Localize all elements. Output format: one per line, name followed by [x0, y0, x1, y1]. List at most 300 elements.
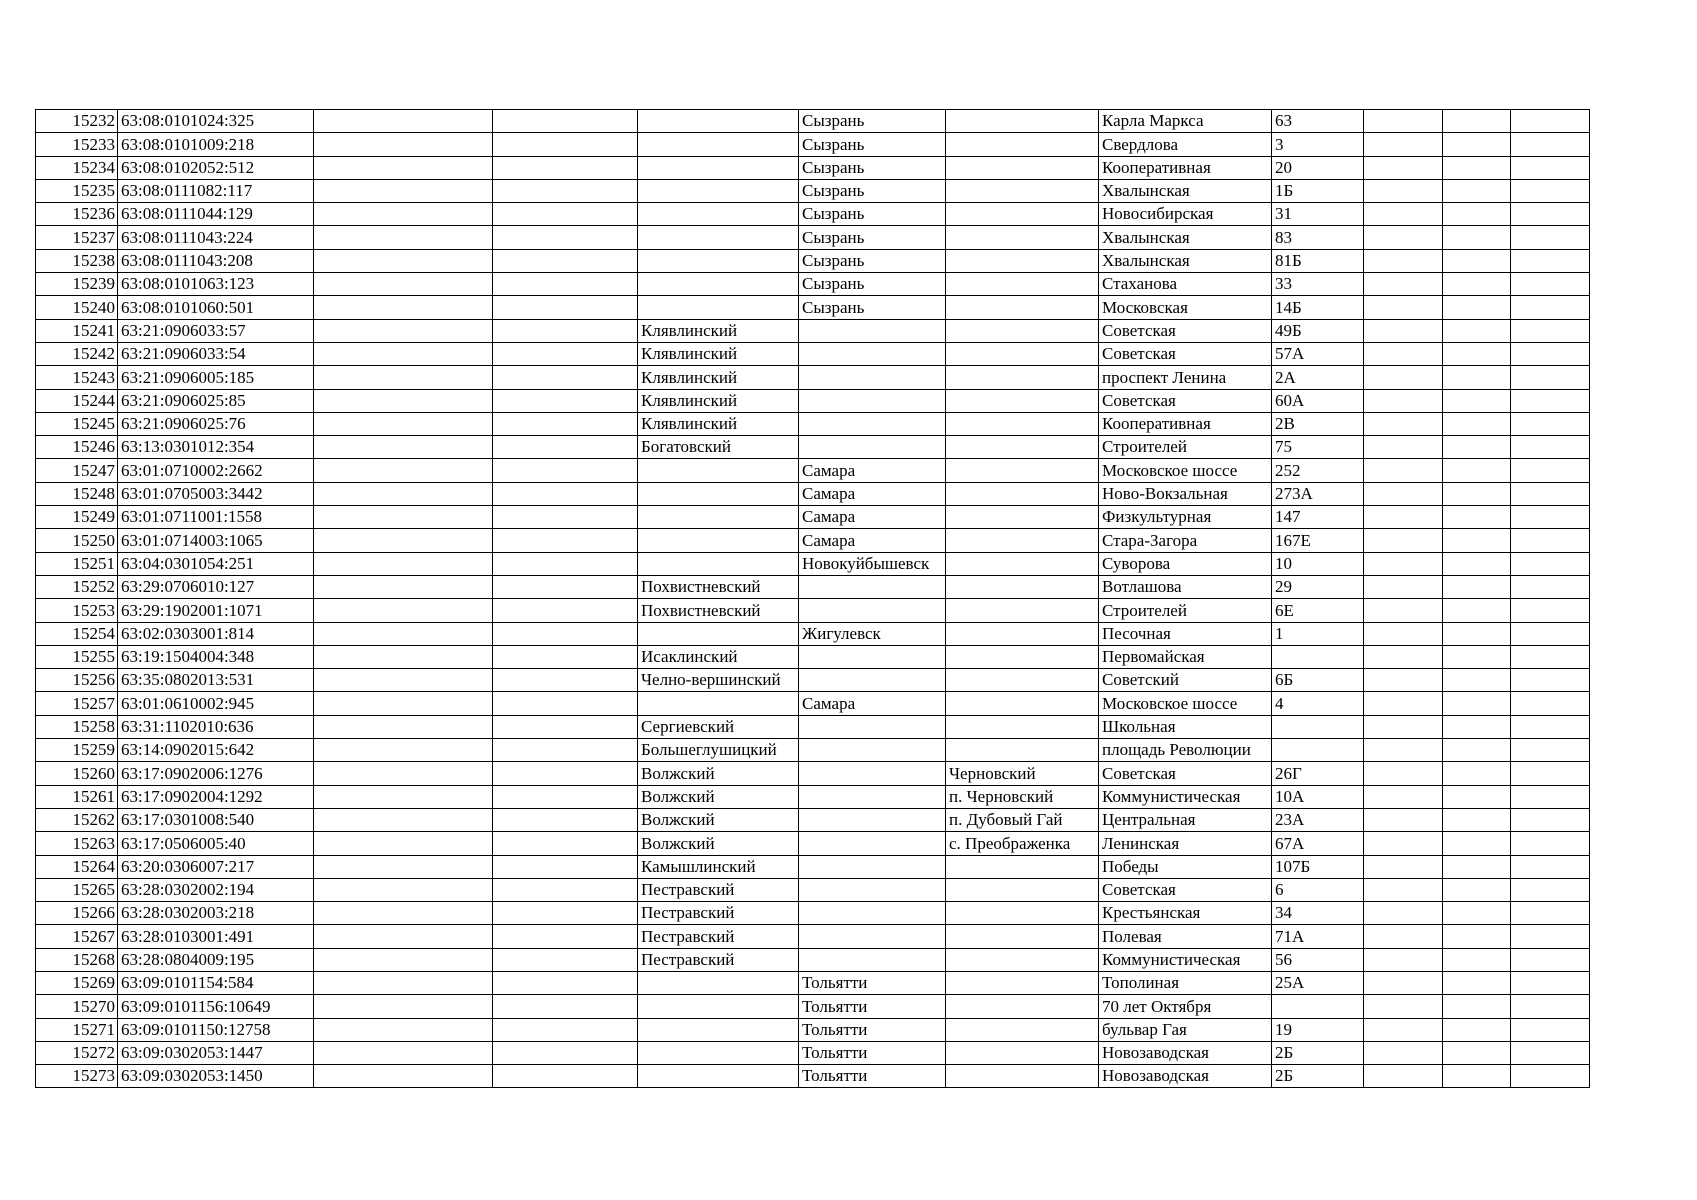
cell-col-empty-1	[314, 389, 493, 412]
cell-street: Кооперативная	[1099, 412, 1272, 435]
cell-street: Коммунистическая	[1099, 948, 1272, 971]
cell-col-empty-3	[1364, 319, 1443, 342]
cell-col-empty-5	[1511, 249, 1590, 272]
cell-col-empty-2	[493, 622, 638, 645]
cell-street: Московское шоссе	[1099, 459, 1272, 482]
cell-settlement	[946, 436, 1099, 459]
cell-col-empty-1	[314, 226, 493, 249]
cell-city	[799, 832, 946, 855]
cell-district: Челно-вершинский	[638, 669, 799, 692]
table-row	[36, 506, 1590, 529]
cell-col-empty-2	[493, 552, 638, 575]
cell-street: Вотлашова	[1099, 575, 1272, 598]
cell-row-number: 15269	[36, 971, 118, 994]
cell-col-empty-3	[1364, 412, 1443, 435]
cell-col-empty-2	[493, 110, 638, 133]
cell-col-empty-4	[1443, 436, 1511, 459]
cell-col-empty-1	[314, 878, 493, 901]
table-row	[36, 739, 1590, 762]
cell-city: Жигулевск	[799, 622, 946, 645]
cell-col-empty-1	[314, 366, 493, 389]
cell-col-empty-5	[1511, 389, 1590, 412]
cell-city	[799, 785, 946, 808]
cell-house-number: 107Б	[1272, 855, 1364, 878]
cell-city	[799, 319, 946, 342]
cell-street: Победы	[1099, 855, 1272, 878]
cell-col-empty-4	[1443, 948, 1511, 971]
table-row	[36, 436, 1590, 459]
cell-col-empty-1	[314, 739, 493, 762]
table-row	[36, 110, 1590, 133]
cell-row-number: 15265	[36, 878, 118, 901]
cell-row-number: 15249	[36, 506, 118, 529]
cell-district: Волжский	[638, 808, 799, 831]
cell-house-number: 23А	[1272, 808, 1364, 831]
table-row	[36, 179, 1590, 202]
table-row	[36, 366, 1590, 389]
cell-house-number: 2Б	[1272, 1041, 1364, 1064]
cell-street: Новозаводская	[1099, 1065, 1272, 1088]
cell-row-number: 15251	[36, 552, 118, 575]
cell-col-empty-1	[314, 1018, 493, 1041]
cell-cadastral-number: 63:28:0804009:195	[118, 948, 314, 971]
cell-district	[638, 459, 799, 482]
cell-cadastral-number: 63:28:0302002:194	[118, 878, 314, 901]
table-row	[36, 971, 1590, 994]
cell-col-empty-4	[1443, 412, 1511, 435]
cell-city	[799, 645, 946, 668]
cell-row-number: 15264	[36, 855, 118, 878]
cell-settlement	[946, 203, 1099, 226]
table-row	[36, 529, 1590, 552]
cell-house-number: 10А	[1272, 785, 1364, 808]
cell-cadastral-number: 63:21:0906005:185	[118, 366, 314, 389]
cell-settlement: п. Дубовый Гай	[946, 808, 1099, 831]
table-row	[36, 482, 1590, 505]
cell-settlement	[946, 971, 1099, 994]
cell-district: Похвистневский	[638, 575, 799, 598]
cell-district	[638, 482, 799, 505]
cell-district	[638, 971, 799, 994]
cell-col-empty-3	[1364, 762, 1443, 785]
cell-col-empty-2	[493, 808, 638, 831]
cell-street: Коммунистическая	[1099, 785, 1272, 808]
cell-col-empty-4	[1443, 366, 1511, 389]
table-row	[36, 692, 1590, 715]
cell-col-empty-1	[314, 1065, 493, 1088]
cell-city	[799, 669, 946, 692]
cell-col-empty-3	[1364, 1041, 1443, 1064]
cell-settlement	[946, 575, 1099, 598]
cell-city: Сызрань	[799, 203, 946, 226]
cell-col-empty-3	[1364, 715, 1443, 738]
cell-settlement	[946, 1018, 1099, 1041]
cell-col-empty-5	[1511, 482, 1590, 505]
cell-col-empty-3	[1364, 878, 1443, 901]
cell-col-empty-2	[493, 669, 638, 692]
table-row	[36, 715, 1590, 738]
cell-city	[799, 575, 946, 598]
cell-street: Ленинская	[1099, 832, 1272, 855]
cell-col-empty-5	[1511, 832, 1590, 855]
cell-district: Волжский	[638, 832, 799, 855]
cell-col-empty-5	[1511, 715, 1590, 738]
cell-cadastral-number: 63:08:0111043:224	[118, 226, 314, 249]
cell-district: Клявлинский	[638, 389, 799, 412]
cell-settlement	[946, 878, 1099, 901]
cell-house-number: 1	[1272, 622, 1364, 645]
cell-col-empty-1	[314, 296, 493, 319]
cell-col-empty-4	[1443, 995, 1511, 1018]
cell-house-number: 1Б	[1272, 179, 1364, 202]
table-row	[36, 878, 1590, 901]
cell-settlement	[946, 1041, 1099, 1064]
cell-street: Кооперативная	[1099, 156, 1272, 179]
cell-col-empty-5	[1511, 808, 1590, 831]
cell-house-number: 31	[1272, 203, 1364, 226]
cell-cadastral-number: 63:01:0714003:1065	[118, 529, 314, 552]
cell-col-empty-4	[1443, 179, 1511, 202]
cell-street: Советская	[1099, 389, 1272, 412]
cell-col-empty-3	[1364, 529, 1443, 552]
cell-district: Клявлинский	[638, 366, 799, 389]
table-row	[36, 832, 1590, 855]
cell-row-number: 15262	[36, 808, 118, 831]
cell-street: Московская	[1099, 296, 1272, 319]
cell-city	[799, 925, 946, 948]
cell-col-empty-2	[493, 971, 638, 994]
cell-col-empty-2	[493, 762, 638, 785]
cell-house-number: 14Б	[1272, 296, 1364, 319]
table-row	[36, 995, 1590, 1018]
cell-row-number: 15273	[36, 1065, 118, 1088]
cell-district	[638, 296, 799, 319]
cell-col-empty-3	[1364, 645, 1443, 668]
cell-row-number: 15268	[36, 948, 118, 971]
cell-row-number: 15271	[36, 1018, 118, 1041]
cell-row-number: 15263	[36, 832, 118, 855]
cell-col-empty-4	[1443, 459, 1511, 482]
cell-settlement	[946, 273, 1099, 296]
cell-cadastral-number: 63:17:0902004:1292	[118, 785, 314, 808]
cell-col-empty-1	[314, 273, 493, 296]
cell-district	[638, 506, 799, 529]
cell-row-number: 15258	[36, 715, 118, 738]
cell-district	[638, 226, 799, 249]
cell-col-empty-2	[493, 389, 638, 412]
cell-house-number	[1272, 645, 1364, 668]
cell-cadastral-number: 63:08:0101060:501	[118, 296, 314, 319]
cell-city	[799, 342, 946, 365]
cell-col-empty-2	[493, 482, 638, 505]
cell-col-empty-3	[1364, 599, 1443, 622]
cell-col-empty-3	[1364, 436, 1443, 459]
cell-city	[799, 762, 946, 785]
cell-cadastral-number: 63:29:1902001:1071	[118, 599, 314, 622]
cell-col-empty-3	[1364, 156, 1443, 179]
cell-cadastral-number: 63:09:0101154:584	[118, 971, 314, 994]
cell-cadastral-number: 63:19:1504004:348	[118, 645, 314, 668]
cell-street: Тополиная	[1099, 971, 1272, 994]
cell-col-empty-2	[493, 366, 638, 389]
cell-settlement	[946, 622, 1099, 645]
cell-col-empty-4	[1443, 832, 1511, 855]
cell-col-empty-3	[1364, 366, 1443, 389]
cell-district: Похвистневский	[638, 599, 799, 622]
table-row	[36, 948, 1590, 971]
cell-street: Стара-Загора	[1099, 529, 1272, 552]
cell-district: Камышлинский	[638, 855, 799, 878]
cell-col-empty-2	[493, 645, 638, 668]
cell-street: Хвалынская	[1099, 226, 1272, 249]
cell-settlement	[946, 249, 1099, 272]
cell-settlement	[946, 319, 1099, 342]
cell-col-empty-3	[1364, 133, 1443, 156]
cell-col-empty-4	[1443, 296, 1511, 319]
cell-col-empty-3	[1364, 785, 1443, 808]
cell-house-number	[1272, 739, 1364, 762]
cell-col-empty-5	[1511, 762, 1590, 785]
cell-col-empty-1	[314, 599, 493, 622]
cell-col-empty-1	[314, 249, 493, 272]
cell-district: Богатовский	[638, 436, 799, 459]
cell-col-empty-3	[1364, 110, 1443, 133]
cell-district: Клявлинский	[638, 412, 799, 435]
cell-settlement	[946, 645, 1099, 668]
cell-col-empty-4	[1443, 878, 1511, 901]
cell-row-number: 15252	[36, 575, 118, 598]
cell-street: Советская	[1099, 762, 1272, 785]
cell-cadastral-number: 63:21:0906033:57	[118, 319, 314, 342]
cell-col-empty-1	[314, 506, 493, 529]
cell-col-empty-1	[314, 110, 493, 133]
cell-col-empty-3	[1364, 273, 1443, 296]
cell-col-empty-1	[314, 808, 493, 831]
cell-city	[799, 389, 946, 412]
cell-city: Новокуйбышевск	[799, 552, 946, 575]
cell-settlement: п. Черновский	[946, 785, 1099, 808]
cell-col-empty-3	[1364, 1065, 1443, 1088]
cell-col-empty-5	[1511, 785, 1590, 808]
cell-street: Карла Маркса	[1099, 110, 1272, 133]
cell-cadastral-number: 63:35:0802013:531	[118, 669, 314, 692]
cell-col-empty-3	[1364, 902, 1443, 925]
table-row	[36, 342, 1590, 365]
cell-city: Сызрань	[799, 156, 946, 179]
cell-city: Сызрань	[799, 296, 946, 319]
cell-col-empty-2	[493, 436, 638, 459]
cell-city: Сызрань	[799, 249, 946, 272]
cell-col-empty-1	[314, 1041, 493, 1064]
cell-row-number: 15256	[36, 669, 118, 692]
cell-street: проспект Ленина	[1099, 366, 1272, 389]
cell-house-number: 2В	[1272, 412, 1364, 435]
cell-street: Советская	[1099, 319, 1272, 342]
cell-house-number: 81Б	[1272, 249, 1364, 272]
cell-col-empty-2	[493, 575, 638, 598]
cell-col-empty-2	[493, 692, 638, 715]
cell-city: Самара	[799, 482, 946, 505]
table-row	[36, 622, 1590, 645]
cell-cadastral-number: 63:20:0306007:217	[118, 855, 314, 878]
cell-city: Сызрань	[799, 110, 946, 133]
cell-col-empty-5	[1511, 1018, 1590, 1041]
cell-row-number: 15235	[36, 179, 118, 202]
cell-settlement	[946, 715, 1099, 738]
cell-col-empty-3	[1364, 203, 1443, 226]
cell-cadastral-number: 63:21:0906025:76	[118, 412, 314, 435]
cell-col-empty-4	[1443, 692, 1511, 715]
cell-col-empty-1	[314, 855, 493, 878]
cell-district	[638, 156, 799, 179]
cell-col-empty-4	[1443, 506, 1511, 529]
table-row	[36, 1018, 1590, 1041]
cell-col-empty-2	[493, 739, 638, 762]
cell-row-number: 15242	[36, 342, 118, 365]
cell-settlement	[946, 506, 1099, 529]
cell-cadastral-number: 63:08:0111044:129	[118, 203, 314, 226]
cell-row-number: 15232	[36, 110, 118, 133]
cell-col-empty-4	[1443, 319, 1511, 342]
cell-district: Клявлинский	[638, 319, 799, 342]
cell-row-number: 15259	[36, 739, 118, 762]
cell-row-number: 15254	[36, 622, 118, 645]
cell-col-empty-2	[493, 249, 638, 272]
cell-cadastral-number: 63:09:0101150:12758	[118, 1018, 314, 1041]
cell-district	[638, 273, 799, 296]
cell-city	[799, 855, 946, 878]
cell-street: площадь Революции	[1099, 739, 1272, 762]
cell-col-empty-4	[1443, 599, 1511, 622]
table-row	[36, 1041, 1590, 1064]
cell-settlement	[946, 366, 1099, 389]
cell-house-number: 57А	[1272, 342, 1364, 365]
cell-col-empty-2	[493, 832, 638, 855]
cell-col-empty-4	[1443, 971, 1511, 994]
cell-col-empty-1	[314, 925, 493, 948]
cell-house-number: 10	[1272, 552, 1364, 575]
cell-district	[638, 1065, 799, 1088]
table-row	[36, 389, 1590, 412]
cell-district: Сергиевский	[638, 715, 799, 738]
cell-col-empty-2	[493, 948, 638, 971]
table-row	[36, 156, 1590, 179]
cell-city	[799, 902, 946, 925]
cell-col-empty-4	[1443, 389, 1511, 412]
cell-settlement: с. Преображенка	[946, 832, 1099, 855]
cell-col-empty-2	[493, 156, 638, 179]
cell-col-empty-1	[314, 645, 493, 668]
cell-col-empty-2	[493, 412, 638, 435]
cell-street: Хвалынская	[1099, 249, 1272, 272]
cell-row-number: 15238	[36, 249, 118, 272]
cell-col-empty-1	[314, 948, 493, 971]
cell-city	[799, 412, 946, 435]
cell-settlement	[946, 296, 1099, 319]
cell-district: Волжский	[638, 762, 799, 785]
cell-cadastral-number: 63:13:0301012:354	[118, 436, 314, 459]
cell-col-empty-5	[1511, 971, 1590, 994]
cell-cadastral-number: 63:09:0302053:1447	[118, 1041, 314, 1064]
cell-street: Строителей	[1099, 599, 1272, 622]
cell-settlement	[946, 925, 1099, 948]
cell-col-empty-5	[1511, 855, 1590, 878]
cell-col-empty-3	[1364, 739, 1443, 762]
cell-city	[799, 739, 946, 762]
cell-settlement	[946, 529, 1099, 552]
cell-col-empty-4	[1443, 808, 1511, 831]
cell-row-number: 15236	[36, 203, 118, 226]
cell-col-empty-4	[1443, 902, 1511, 925]
cell-city: Тольятти	[799, 971, 946, 994]
cell-house-number: 6Б	[1272, 669, 1364, 692]
cell-col-empty-5	[1511, 1065, 1590, 1088]
cell-cadastral-number: 63:09:0101156:10649	[118, 995, 314, 1018]
cell-district	[638, 249, 799, 272]
cell-col-empty-5	[1511, 739, 1590, 762]
cell-col-empty-4	[1443, 203, 1511, 226]
cell-col-empty-1	[314, 436, 493, 459]
cell-cadastral-number: 63:21:0906025:85	[118, 389, 314, 412]
cell-col-empty-2	[493, 1065, 638, 1088]
cell-cadastral-number: 63:01:0711001:1558	[118, 506, 314, 529]
cell-street: Стаханова	[1099, 273, 1272, 296]
cell-street: Строителей	[1099, 436, 1272, 459]
cell-settlement	[946, 459, 1099, 482]
cell-cadastral-number: 63:04:0301054:251	[118, 552, 314, 575]
cell-settlement	[946, 1065, 1099, 1088]
table-row	[36, 249, 1590, 272]
table-row	[36, 319, 1590, 342]
cell-settlement	[946, 156, 1099, 179]
cell-street: Полевая	[1099, 925, 1272, 948]
cell-row-number: 15237	[36, 226, 118, 249]
cell-street: Школьная	[1099, 715, 1272, 738]
cell-col-empty-4	[1443, 1041, 1511, 1064]
cell-col-empty-3	[1364, 971, 1443, 994]
cell-col-empty-4	[1443, 855, 1511, 878]
cell-city: Сызрань	[799, 273, 946, 296]
cell-cadastral-number: 63:17:0902006:1276	[118, 762, 314, 785]
cell-row-number: 15234	[36, 156, 118, 179]
cell-col-empty-1	[314, 552, 493, 575]
cell-col-empty-2	[493, 902, 638, 925]
cell-col-empty-5	[1511, 273, 1590, 296]
cell-house-number: 56	[1272, 948, 1364, 971]
cell-settlement	[946, 412, 1099, 435]
cell-house-number: 19	[1272, 1018, 1364, 1041]
cell-settlement	[946, 995, 1099, 1018]
cell-street: Крестьянская	[1099, 902, 1272, 925]
cell-district	[638, 995, 799, 1018]
cell-col-empty-1	[314, 971, 493, 994]
cell-col-empty-2	[493, 785, 638, 808]
cell-street: Московское шоссе	[1099, 692, 1272, 715]
cell-settlement	[946, 110, 1099, 133]
cell-house-number: 49Б	[1272, 319, 1364, 342]
cell-col-empty-1	[314, 715, 493, 738]
cell-col-empty-5	[1511, 342, 1590, 365]
cell-col-empty-2	[493, 715, 638, 738]
cell-house-number	[1272, 715, 1364, 738]
cell-col-empty-4	[1443, 645, 1511, 668]
cell-col-empty-2	[493, 133, 638, 156]
cell-settlement	[946, 552, 1099, 575]
cell-settlement	[946, 389, 1099, 412]
cell-col-empty-5	[1511, 319, 1590, 342]
cell-cadastral-number: 63:28:0103001:491	[118, 925, 314, 948]
table-row	[36, 785, 1590, 808]
